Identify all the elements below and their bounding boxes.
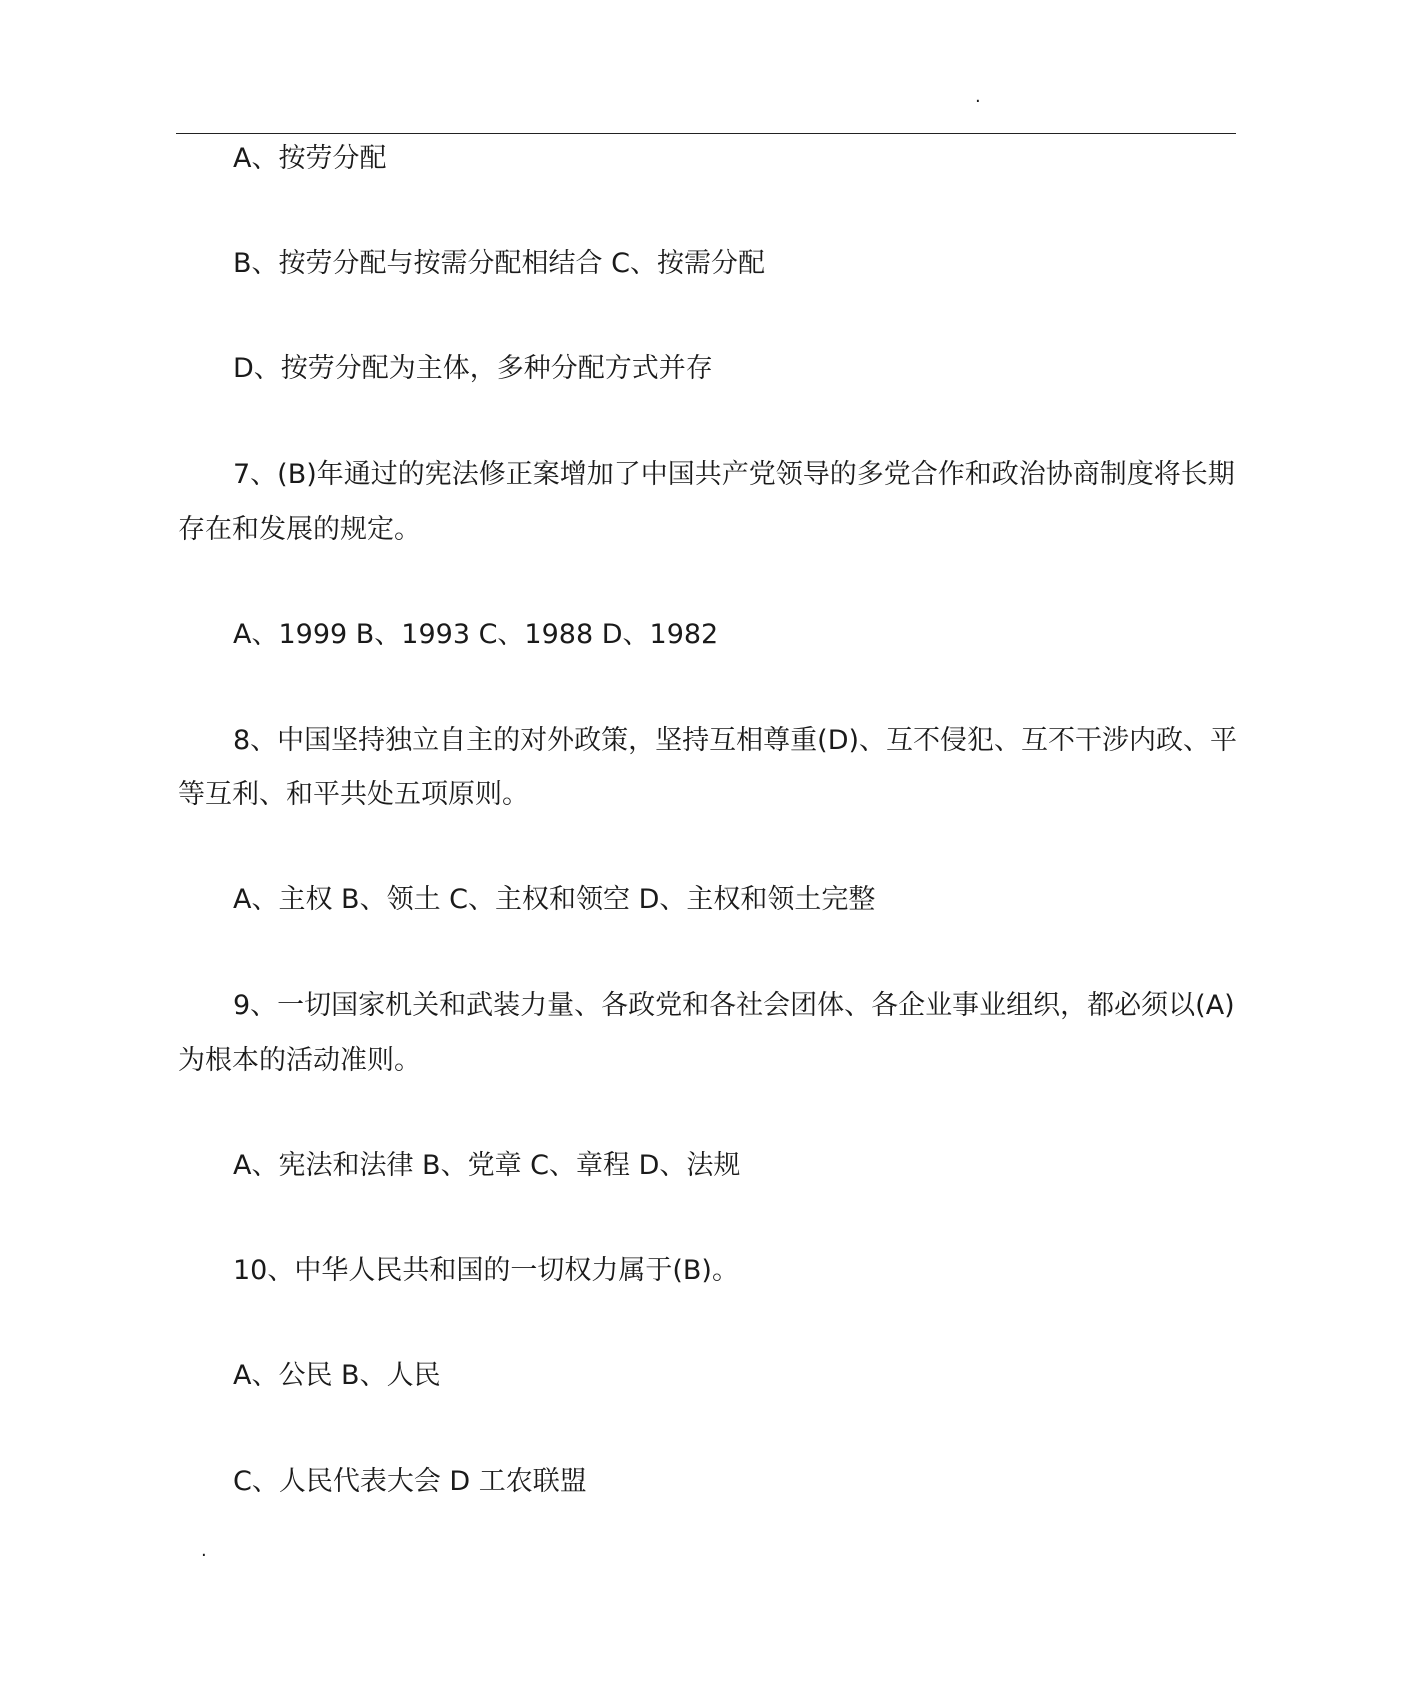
question-7-options: A、1999 B、1993 C、1988 D、1982 xyxy=(233,619,719,650)
option-line-q6-bc: B、按劳分配与按需分配相结合 C、按需分配 xyxy=(233,248,765,279)
question-10-line: 10、中华人民共和国的一切权力属于(B)。 xyxy=(233,1255,739,1286)
question-10-options-cd: C、人民代表大会 D 工农联盟 xyxy=(233,1466,587,1497)
question-8-line-1: 8、中国坚持独立自主的对外政策，坚持互相尊重(D)、互不侵犯、互不干涉内政、平 xyxy=(233,725,1238,756)
question-8-options: A、主权 B、领土 C、主权和领空 D、主权和领土完整 xyxy=(233,884,876,915)
question-9-line-1: 9、一切国家机关和武装力量、各政党和各社会团体、各企业事业组织，都必须以(A) xyxy=(233,990,1235,1021)
option-line-q6-a: A、按劳分配 xyxy=(233,143,387,174)
question-10-options-ab: A、公民 B、人民 xyxy=(233,1360,441,1391)
header-dot: . xyxy=(975,86,981,107)
question-9-options: A、宪法和法律 B、党章 C、章程 D、法规 xyxy=(233,1150,741,1181)
question-7-line-2: 存在和发展的规定。 xyxy=(178,514,421,545)
question-8-line-2: 等互利、和平共处五项原则。 xyxy=(178,779,529,810)
header-rule xyxy=(176,133,1236,134)
option-line-q6-d: D、按劳分配为主体，多种分配方式并存 xyxy=(233,353,713,384)
question-9-line-2: 为根本的活动准则。 xyxy=(178,1045,421,1076)
footer-dot: . xyxy=(201,1540,207,1561)
question-7-line-1: 7、(B)年通过的宪法修正案增加了中国共产党领导的多党合作和政治协商制度将长期 xyxy=(233,459,1235,490)
